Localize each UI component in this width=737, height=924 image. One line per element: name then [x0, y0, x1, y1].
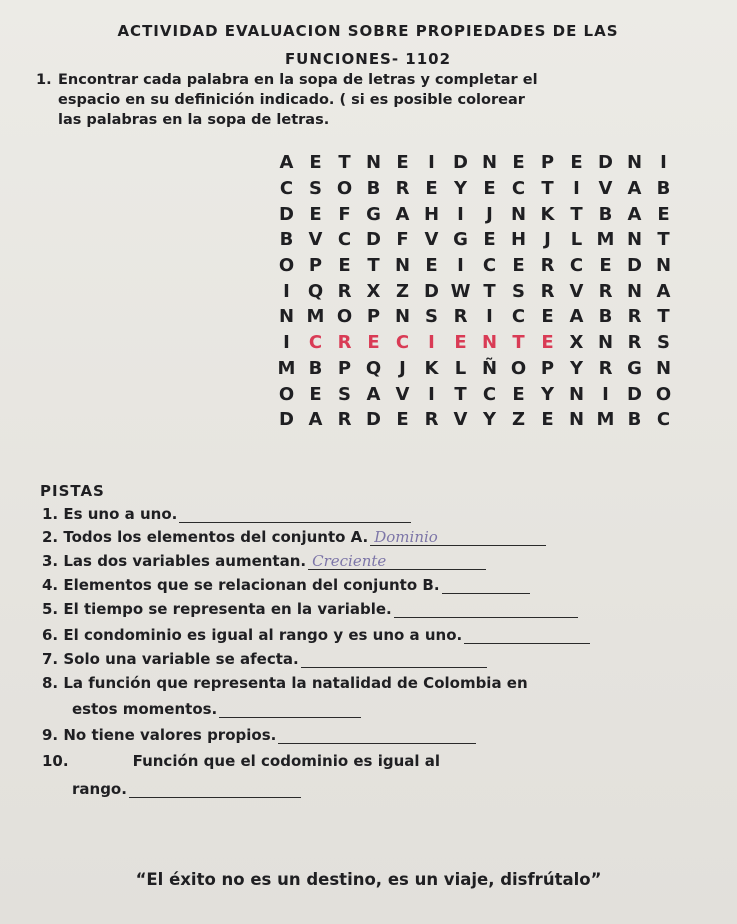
- grid-cell[interactable]: M: [277, 357, 296, 379]
- clue-2-text: 2. Todos los elementos del conjunto A.: [42, 528, 369, 546]
- grid-cell[interactable]: P: [540, 357, 555, 379]
- grid-cell[interactable]: E: [541, 306, 554, 328]
- grid-cell[interactable]: S: [309, 178, 322, 200]
- clue-4-text: 4. Elementos que se relacionan del conjunto B.: [42, 576, 440, 594]
- grid-cell[interactable]: Z: [395, 280, 410, 302]
- grid-cell[interactable]: M: [596, 229, 615, 251]
- grid-cell[interactable]: N: [278, 306, 295, 328]
- grid-cell[interactable]: E: [512, 383, 525, 405]
- grid-cell[interactable]: D: [279, 409, 294, 431]
- grid-cell[interactable]: O: [278, 255, 295, 277]
- clue-6: [42, 626, 590, 644]
- grid-cell[interactable]: T: [483, 280, 496, 302]
- instruction-line-3: las palabras en la sopa de letras.: [58, 112, 330, 128]
- grid-cell[interactable]: N: [568, 409, 585, 431]
- grid-cell[interactable]: A: [279, 152, 294, 174]
- grid-cell[interactable]: G: [627, 357, 642, 379]
- clue-2: [42, 528, 546, 546]
- clue-3: [42, 552, 486, 570]
- grid-cell[interactable]: I: [428, 152, 435, 174]
- grid-cell[interactable]: I: [283, 332, 290, 354]
- grid-cell[interactable]: T: [541, 178, 554, 200]
- grid-cell[interactable]: H: [510, 229, 527, 251]
- grid-cell[interactable]: E: [425, 178, 438, 200]
- clue-10: [42, 752, 440, 770]
- grid-cell[interactable]: V: [308, 229, 323, 251]
- grid-cell[interactable]: R: [453, 306, 468, 328]
- grid-cell[interactable]: I: [486, 306, 493, 328]
- grid-cell[interactable]: E: [396, 409, 409, 431]
- grid-cell[interactable]: J: [399, 357, 406, 379]
- clue-9-text: 9. No tiene valores propios.: [42, 726, 277, 744]
- grid-cell[interactable]: A: [627, 178, 642, 200]
- grid-cell[interactable]: I: [660, 152, 667, 174]
- grid-cell[interactable]: R: [395, 178, 410, 200]
- grid-cell[interactable]: A: [627, 203, 642, 225]
- grid-cell[interactable]: N: [481, 152, 498, 174]
- grid-cell[interactable]: M: [596, 409, 615, 431]
- grid-cell[interactable]: G: [453, 229, 468, 251]
- grid-cell[interactable]: H: [423, 203, 440, 225]
- grid-cell[interactable]: N: [510, 203, 527, 225]
- grid-cell[interactable]: D: [366, 229, 381, 251]
- grid-cell[interactable]: R: [424, 409, 439, 431]
- grid-cell[interactable]: S: [512, 280, 525, 302]
- grid-cell[interactable]: A: [366, 383, 381, 405]
- grid-cell[interactable]: B: [308, 357, 323, 379]
- grid-cell[interactable]: O: [278, 383, 295, 405]
- grid-cell[interactable]: C: [511, 178, 526, 200]
- grid-cell[interactable]: E: [599, 255, 612, 277]
- grid-cell[interactable]: C: [569, 255, 584, 277]
- grid-cell[interactable]: V: [395, 383, 410, 405]
- grid-cell[interactable]: T: [454, 383, 467, 405]
- grid-cell[interactable]: E: [483, 178, 496, 200]
- grid-cell[interactable]: D: [279, 203, 294, 225]
- clue-8: [42, 674, 528, 692]
- grid-cell[interactable]: I: [457, 203, 464, 225]
- clue-5-text: 5. El tiempo se representa en la variable.: [42, 600, 392, 618]
- grid-cell[interactable]: N: [568, 383, 585, 405]
- clue-8-cont: [72, 700, 361, 718]
- grid-cell[interactable]: C: [279, 178, 294, 200]
- clue-1-blank[interactable]: [179, 508, 411, 523]
- grid-cell[interactable]: R: [627, 306, 642, 328]
- grid-cell[interactable]: R: [337, 332, 352, 354]
- grid-cell[interactable]: V: [569, 280, 584, 302]
- grid-cell[interactable]: K: [424, 357, 439, 379]
- grid-cell[interactable]: N: [365, 152, 382, 174]
- instruction-line-2: espacio en su definición indicado. ( si es posible colorear: [58, 92, 525, 108]
- clue-5-blank[interactable]: [394, 603, 578, 618]
- grid-cell[interactable]: V: [424, 229, 439, 251]
- grid-cell[interactable]: A: [656, 280, 671, 302]
- instruction-number: 1.: [36, 72, 52, 88]
- grid-cell[interactable]: C: [395, 332, 410, 354]
- page-title: ACTIVIDAD EVALUACION SOBRE PROPIEDADES DE LAS: [117, 22, 619, 40]
- grid-cell[interactable]: N: [626, 280, 643, 302]
- grid-cell[interactable]: I: [602, 383, 609, 405]
- grid-cell[interactable]: R: [337, 280, 352, 302]
- grid-cell[interactable]: R: [337, 409, 352, 431]
- grid-cell[interactable]: D: [453, 152, 468, 174]
- clue-9-blank[interactable]: [278, 729, 476, 744]
- grid-cell[interactable]: N: [481, 332, 498, 354]
- grid-cell[interactable]: E: [338, 255, 351, 277]
- grid-cell[interactable]: C: [308, 332, 323, 354]
- grid-cell[interactable]: E: [309, 203, 322, 225]
- grid-cell[interactable]: T: [512, 332, 525, 354]
- grid-cell[interactable]: S: [425, 306, 438, 328]
- clue-1-text: 1. Es uno a uno.: [42, 505, 178, 523]
- pistas-title: PISTAS: [40, 482, 105, 500]
- grid-cell[interactable]: E: [396, 152, 409, 174]
- grid-cell[interactable]: E: [309, 383, 322, 405]
- word-search-grid: [272, 150, 678, 433]
- grid-cell[interactable]: I: [457, 255, 464, 277]
- grid-cell[interactable]: E: [454, 332, 467, 354]
- clue-9: [42, 726, 476, 744]
- grid-cell[interactable]: E: [541, 409, 554, 431]
- grid-cell[interactable]: O: [336, 306, 353, 328]
- clue-6-blank[interactable]: [464, 629, 590, 644]
- clue-4: [42, 576, 530, 594]
- clue-7-blank[interactable]: [301, 653, 487, 668]
- grid-cell[interactable]: E: [657, 203, 670, 225]
- grid-cell[interactable]: Y: [453, 178, 468, 200]
- page-subtitle: FUNCIONES- 1102: [284, 50, 452, 68]
- grid-cell[interactable]: J: [544, 229, 551, 251]
- clue-10-blank[interactable]: [129, 783, 301, 798]
- grid-cell[interactable]: A: [308, 409, 323, 431]
- grid-cell[interactable]: E: [309, 152, 322, 174]
- grid-cell[interactable]: K: [540, 203, 555, 225]
- grid-cell[interactable]: S: [338, 383, 351, 405]
- grid-cell[interactable]: X: [366, 280, 381, 302]
- grid-cell[interactable]: T: [570, 203, 583, 225]
- grid-cell[interactable]: C: [482, 255, 497, 277]
- grid-cell[interactable]: E: [367, 332, 380, 354]
- clue-3-text: 3. Las dos variables aumentan.: [42, 552, 307, 570]
- grid-cell[interactable]: F: [396, 229, 409, 251]
- grid-cell[interactable]: T: [657, 229, 670, 251]
- grid-cell[interactable]: I: [428, 383, 435, 405]
- grid-cell[interactable]: N: [394, 255, 411, 277]
- instruction-line-1: Encontrar cada palabra en la sopa de letras y completar el: [58, 72, 538, 88]
- instruction: [36, 70, 676, 130]
- grid-cell[interactable]: D: [598, 152, 613, 174]
- clue-7-text: 7. Solo una variable se afecta.: [42, 650, 299, 668]
- grid-cell[interactable]: N: [394, 306, 411, 328]
- grid-cell[interactable]: C: [656, 409, 671, 431]
- clue-3-blank[interactable]: [308, 552, 486, 570]
- grid-cell[interactable]: N: [655, 255, 672, 277]
- clue-7: [42, 650, 487, 668]
- grid-cell[interactable]: S: [657, 332, 670, 354]
- clue-4-blank[interactable]: [442, 579, 530, 594]
- grid-cell[interactable]: N: [626, 229, 643, 251]
- grid-cell[interactable]: B: [598, 306, 613, 328]
- grid-cell[interactable]: J: [486, 203, 493, 225]
- clue-10-text-cont: rango.: [72, 780, 127, 798]
- grid-cell[interactable]: L: [454, 357, 467, 379]
- clue-3-answer: Creciente: [312, 552, 387, 570]
- grid-cell[interactable]: F: [338, 203, 351, 225]
- clue-10-text: Función que el codominio es igual al: [132, 752, 441, 770]
- grid-cell[interactable]: Y: [540, 383, 555, 405]
- clue-2-answer: Dominio: [374, 528, 438, 546]
- grid-cell[interactable]: C: [337, 229, 352, 251]
- grid-cell[interactable]: D: [366, 409, 381, 431]
- clue-1: [42, 505, 411, 523]
- grid-cell[interactable]: C: [511, 306, 526, 328]
- clue-8-text-cont: estos momentos.: [72, 700, 218, 718]
- grid-cell[interactable]: E: [541, 332, 554, 354]
- grid-cell[interactable]: A: [569, 306, 584, 328]
- grid-cell[interactable]: X: [569, 332, 584, 354]
- grid-cell[interactable]: R: [598, 357, 613, 379]
- clue-10-number: 10.: [42, 752, 69, 770]
- grid-cell[interactable]: B: [366, 178, 381, 200]
- grid-cell[interactable]: O: [510, 357, 527, 379]
- grid-cell[interactable]: R: [598, 280, 613, 302]
- grid-cell[interactable]: M: [306, 306, 325, 328]
- grid-cell[interactable]: R: [627, 332, 642, 354]
- grid-cell[interactable]: V: [598, 178, 613, 200]
- grid-cell[interactable]: B: [627, 409, 642, 431]
- clue-10-cont: [72, 780, 301, 798]
- grid-cell[interactable]: V: [453, 409, 468, 431]
- grid-cell[interactable]: Ñ: [481, 357, 498, 379]
- grid-cell[interactable]: P: [337, 357, 352, 379]
- grid-cell[interactable]: O: [336, 178, 353, 200]
- grid-cell[interactable]: G: [366, 203, 381, 225]
- closing-quote: “El éxito no es un destino, es un viaje, disfrútalo”: [135, 870, 602, 889]
- grid-cell[interactable]: P: [366, 306, 381, 328]
- clue-8-blank[interactable]: [219, 703, 361, 718]
- clue-8-text: 8. La función que representa la natalidad de Colombia en: [42, 674, 528, 692]
- grid-cell[interactable]: E: [512, 255, 525, 277]
- grid-cell[interactable]: L: [570, 229, 583, 251]
- grid-cell[interactable]: I: [283, 280, 290, 302]
- grid-cell[interactable]: E: [425, 255, 438, 277]
- grid-cell[interactable]: N: [626, 152, 643, 174]
- grid-cell[interactable]: N: [597, 332, 614, 354]
- grid-cell[interactable]: Y: [482, 409, 497, 431]
- clue-2-blank[interactable]: [370, 528, 546, 546]
- grid-cell[interactable]: I: [428, 332, 435, 354]
- grid-cell[interactable]: B: [279, 229, 294, 251]
- grid-cell[interactable]: N: [655, 357, 672, 379]
- grid-cell[interactable]: I: [573, 178, 580, 200]
- grid-cell[interactable]: D: [424, 280, 439, 302]
- grid-cell[interactable]: O: [655, 383, 672, 405]
- grid-cell[interactable]: T: [338, 152, 351, 174]
- grid-cell[interactable]: R: [540, 280, 555, 302]
- grid-cell[interactable]: E: [570, 152, 583, 174]
- grid-cell[interactable]: D: [627, 255, 642, 277]
- grid-cell[interactable]: B: [656, 178, 671, 200]
- clue-5: [42, 600, 578, 618]
- grid-cell[interactable]: Y: [569, 357, 584, 379]
- clue-6-text: 6. El condominio es igual al rango y es uno a uno.: [42, 626, 463, 644]
- grid-cell[interactable]: P: [308, 255, 323, 277]
- grid-cell[interactable]: R: [540, 255, 555, 277]
- grid-cell[interactable]: E: [483, 229, 496, 251]
- grid-cell[interactable]: Z: [511, 409, 526, 431]
- grid-cell[interactable]: W: [450, 280, 471, 302]
- grid-cell[interactable]: T: [657, 306, 670, 328]
- grid-cell[interactable]: T: [367, 255, 380, 277]
- grid-cell[interactable]: C: [482, 383, 497, 405]
- grid-cell[interactable]: P: [540, 152, 555, 174]
- grid-cell[interactable]: Q: [365, 357, 382, 379]
- grid-cell[interactable]: E: [512, 152, 525, 174]
- grid-cell[interactable]: A: [395, 203, 410, 225]
- grid-cell[interactable]: Q: [307, 280, 324, 302]
- grid-cell[interactable]: D: [627, 383, 642, 405]
- grid-cell[interactable]: B: [598, 203, 613, 225]
